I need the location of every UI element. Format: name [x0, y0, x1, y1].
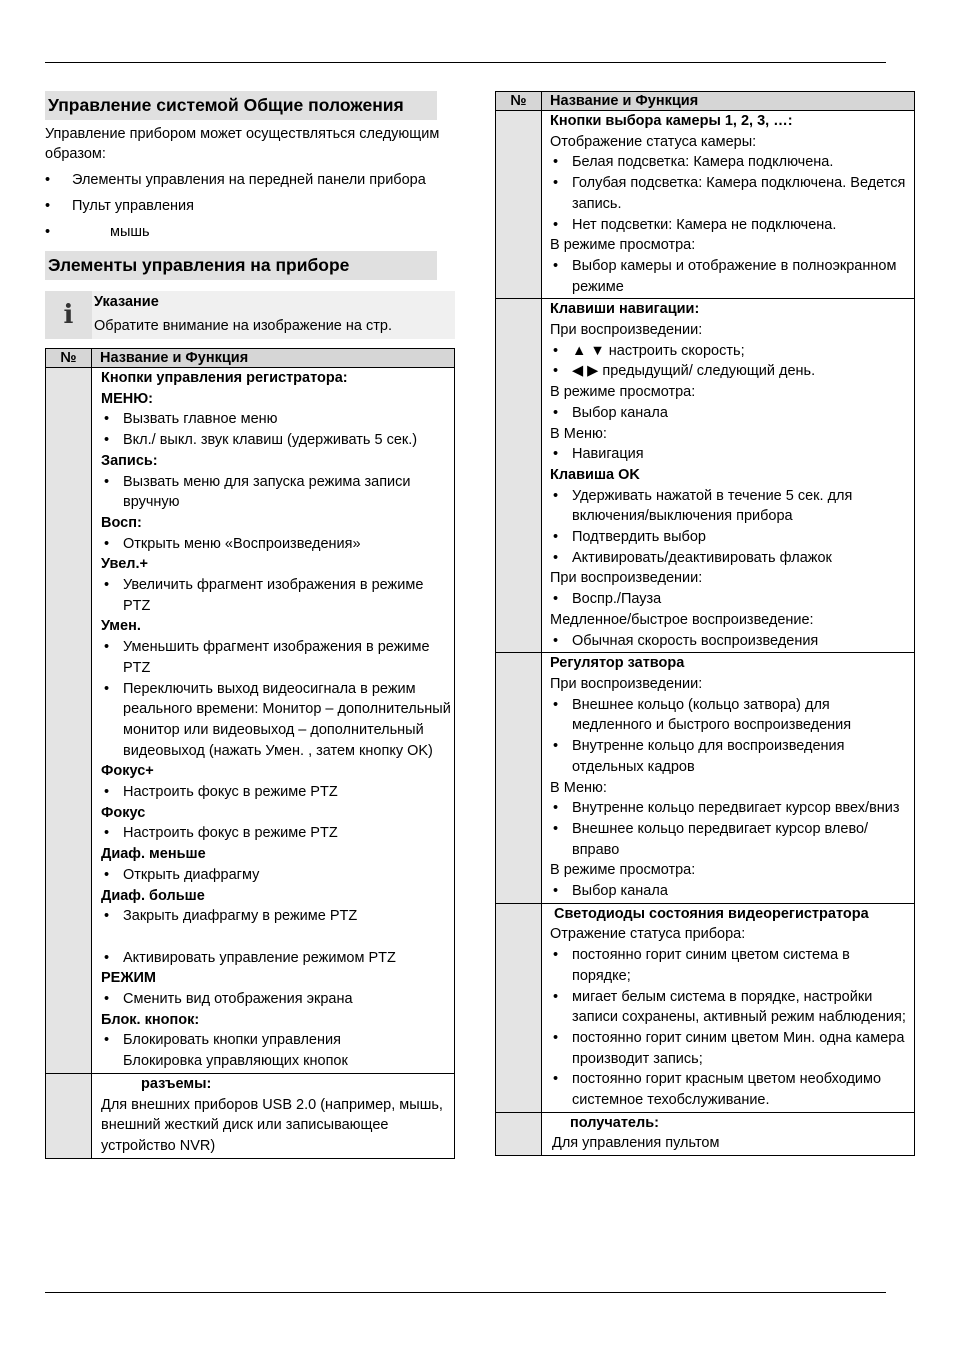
intro-paragraph: Управление прибором может осуществляться следующим образом: — [45, 126, 440, 162]
list-item: • Навигация — [550, 444, 912, 465]
column-header-number: № — [496, 92, 542, 111]
list-item: • Открыть диафрагму — [101, 865, 452, 886]
table-row — [496, 653, 915, 903]
list-item: • Переключить выход видеосигнала в режим реального времени: Монитор – дополнительный монитор или видеовыход – дополнительный видеовыход (нажать Умен. , затем кнопку OK) — [101, 679, 452, 762]
row-title: Кнопки выбора камеры 1, 2, 3, …: — [550, 113, 793, 129]
list-item: • Настроить фокус в режиме PTZ — [101, 823, 452, 844]
list-item: • Вкл./ выкл. звук клавиш (удерживать 5 сек.) — [101, 430, 452, 451]
list-item: • Удерживать нажатой в течение 5 сек. для включения/выключения прибора — [550, 486, 912, 527]
item-heading: Запись: — [101, 452, 158, 469]
note-box — [45, 291, 455, 339]
list-item: • Активировать управление режимом PTZ — [101, 948, 452, 969]
list-item: • ▲ ▼ настроить скорость; — [550, 341, 912, 362]
row-text: Для внешних приборов USB 2.0 (например, мышь, внешний жесткий диск или записывающее устройство NVR) — [101, 1096, 443, 1154]
list-item: • Вызвать меню для запуска режима записи вручную — [101, 472, 452, 513]
list-item: • Элементы управления на передней панели прибора — [45, 170, 455, 190]
item-heading: Диаф. больше — [101, 887, 205, 904]
item-heading: В режиме просмотра: — [550, 384, 696, 401]
bottom-rule — [45, 1292, 886, 1293]
item-heading: РЕЖИМ — [101, 970, 156, 987]
item-heading: Фокус — [101, 804, 146, 821]
row-title: разъемы: — [141, 1075, 212, 1092]
list-item: • Внутренне кольцо для воспроизведения отдельных кадров — [550, 736, 912, 777]
list-item: • Открыть меню «Воспроизведения» — [101, 534, 452, 555]
item-heading: Диаф. меньше — [101, 846, 206, 863]
item-heading: При воспроизведении: — [550, 570, 703, 587]
list-item: • Голубая подсветка: Камера подключена. Ведется запись. — [550, 173, 912, 214]
info-icon: i — [45, 291, 92, 339]
row-title: Кнопки управления регистратора: — [101, 370, 348, 386]
list-item: • Внутренне кольцо передвигает курсор ввех/вниз — [550, 798, 912, 819]
table-row — [496, 111, 915, 299]
column-header-number: № — [46, 349, 92, 368]
list-item: • Настроить фокус в режиме PTZ — [101, 782, 452, 803]
section-heading-general: Управление системой Общие положения — [45, 91, 437, 120]
list-item: • Подтвердить выбор — [550, 527, 912, 548]
list-item: • Сменить вид отображения экрана — [101, 989, 452, 1010]
item-heading: Восп: — [101, 514, 142, 531]
control-ways-list — [45, 170, 455, 242]
list-item: • Выбор канала — [550, 881, 912, 902]
left-column — [45, 91, 455, 1159]
list-item: • Выбор канала — [550, 403, 912, 424]
list-item: • Вызвать главное меню — [101, 409, 452, 430]
list-item: • Пульт управления — [45, 196, 455, 216]
row-title: Регулятор затвора — [550, 655, 685, 672]
table-row — [46, 1073, 455, 1158]
list-item: • мигает белым система в порядке, настройки записи сохранены, активный режим наблюдения; — [550, 987, 912, 1028]
table-row — [496, 1112, 915, 1155]
item-heading: В Меню: — [550, 779, 607, 796]
item-heading: В Меню: — [550, 425, 607, 442]
row-text: Для управления пультом — [552, 1135, 720, 1152]
list-item: • Белая подсветка: Камера подключена. — [550, 152, 912, 173]
list-item: • постоянно горит красным цветом необходимо системное техобслуживание. — [550, 1069, 912, 1110]
list-item: • мышь — [45, 222, 455, 242]
list-item: • Обычная скорость воспроизведения — [550, 631, 912, 652]
item-heading: МЕНЮ: — [101, 390, 154, 407]
list-item: • Внешнее кольцо (кольцо затвора) для медленного и быстрого воспроизведения — [550, 695, 912, 736]
item-heading: Блок. кнопок: — [101, 1011, 200, 1028]
item-heading: При воспроизведении: — [550, 322, 703, 339]
right-function-table — [495, 91, 915, 1156]
item-heading: В режиме просмотра: — [550, 862, 696, 879]
list-item: • Нет подсветки: Камера не подключена. — [550, 215, 912, 236]
left-function-table — [45, 348, 455, 1159]
item-heading: Увел.+ — [101, 556, 148, 573]
list-item: • постоянно горит синим цветом Мин. одна камера производит запись; — [550, 1028, 912, 1069]
list-item-continuation: Блокировка управляющих кнопок — [123, 1053, 348, 1070]
table-row — [496, 299, 915, 653]
top-rule — [45, 62, 886, 63]
list-item: • Закрыть диафрагму в режиме PTZ — [101, 906, 452, 927]
list-item: • Внешнее кольцо передвигает курсор влево/ вправо — [550, 819, 912, 860]
row-title: Светодиоды состояния видеорегистратора — [554, 905, 869, 922]
list-item: • Воспр./Пауза — [550, 589, 912, 610]
list-item: • Увеличить фрагмент изображения в режиме PTZ — [101, 575, 452, 616]
row-title: Клавиши навигации: — [550, 301, 700, 318]
list-item: • Выбор камеры и отображение в полноэкранном режиме — [550, 256, 912, 297]
list-item: • Уменьшить фрагмент изображения в режиме PTZ — [101, 637, 452, 678]
item-heading: Медленное/быстрое воспроизведение: — [550, 611, 814, 628]
item-heading: Отражение статуса прибора: — [550, 926, 746, 943]
list-item: • ◀ ▶ предыдущий/ следующий день. — [550, 361, 912, 382]
item-heading: Отображение статуса камеры: — [550, 133, 757, 150]
list-item: • постоянно горит синим цветом система в порядке; — [550, 945, 912, 986]
note-title: Указание — [94, 294, 159, 310]
section-heading-device-controls: Элементы управления на приборе — [45, 251, 437, 280]
column-header-name: Название и Функция — [542, 92, 915, 111]
right-column — [495, 91, 915, 1156]
column-header-name: Название и Функция — [92, 349, 455, 368]
table-row — [496, 903, 915, 1112]
item-heading: Клавиша OK — [550, 466, 640, 483]
row-title: получатель: — [570, 1114, 659, 1131]
item-heading: Умен. — [101, 618, 141, 635]
note-text: Обратите внимание на изображение на стр. — [94, 318, 392, 334]
item-heading: При воспроизведении: — [550, 675, 703, 692]
item-heading: В режиме просмотра: — [550, 237, 696, 254]
table-row — [46, 368, 455, 1074]
list-item: • Блокировать кнопки управления — [101, 1030, 452, 1051]
item-heading: Фокус+ — [101, 763, 154, 780]
list-item: • Активировать/деактивировать флажок — [550, 548, 912, 569]
